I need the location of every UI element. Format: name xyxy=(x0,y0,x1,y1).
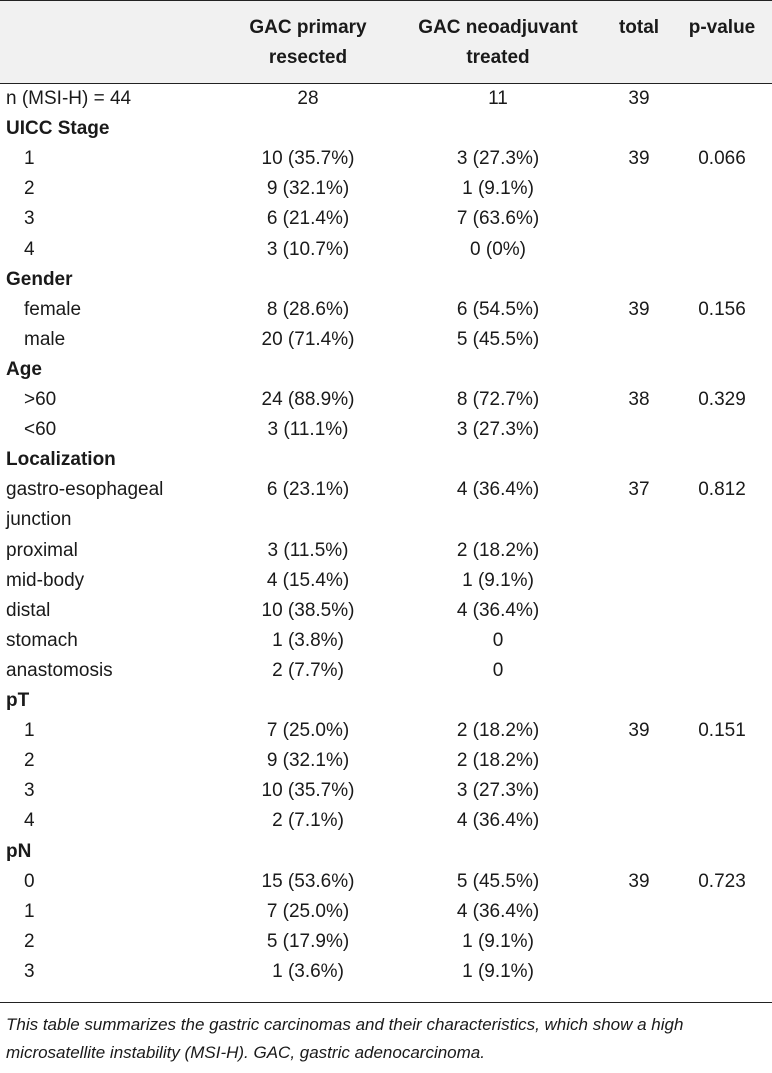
cell-gac-neoadjuvant: 1 (9.1%) xyxy=(462,569,534,591)
cell-gac-neoadjuvant: 6 (54.5%) xyxy=(456,298,540,320)
cell-gac-primary: 10 (35.7%) xyxy=(261,780,355,802)
cell-p-value: 0.156 xyxy=(698,298,746,320)
cell-gac-neoadjuvant: 4 (36.4%) xyxy=(456,599,540,621)
cell-gac-neoadjuvant: 4 (36.4%) xyxy=(456,810,540,832)
bottom-rule xyxy=(0,1002,772,1003)
row-label: n (MSI-H) = 44 xyxy=(6,88,132,109)
cell-p-value: 0.151 xyxy=(698,720,746,742)
cell-gac-primary: 1 (3.8%) xyxy=(272,629,344,651)
cell-gac-primary: 2 (7.1%) xyxy=(272,810,344,832)
cell-gac-neoadjuvant: 1 (9.1%) xyxy=(462,960,534,982)
row-label: 3 xyxy=(24,780,35,802)
row-label: 4 xyxy=(24,238,35,260)
cell-gac-neoadjuvant: 0 xyxy=(492,629,504,651)
row-label: distal xyxy=(6,599,51,621)
row-label: 2 xyxy=(24,178,35,200)
section-label: pN xyxy=(6,840,32,862)
cell-gac-primary: 2 (7.7%) xyxy=(272,659,344,681)
cell-gac-primary: 6 (23.1%) xyxy=(266,479,350,501)
header-line: treated xyxy=(466,47,530,68)
table-caption: This table summarizes the gastric carcinomas and their characteristics, which show a high microsatellite instability (MSI-H). GAC, gastric adenocarcinoma. xyxy=(6,1015,684,1062)
cell-gac-primary: 24 (88.9%) xyxy=(261,389,355,410)
header-gac-neoadjuvant-treated xyxy=(400,13,596,73)
cell-gac-neoadjuvant: 3 (27.3%) xyxy=(456,419,540,441)
cell-gac-neoadjuvant: 7 (63.6%) xyxy=(456,208,540,230)
cell-gac-primary: 4 (15.4%) xyxy=(266,569,350,591)
cell-gac-neoadjuvant: 3 (27.3%) xyxy=(456,780,540,802)
cell-gac-neoadjuvant: 2 (18.2%) xyxy=(456,539,540,561)
cell-gac-primary: 10 (38.5%) xyxy=(261,599,355,621)
cell-gac-neoadjuvant: 1 (9.1%) xyxy=(462,178,534,200)
header-line: resected xyxy=(268,47,348,68)
cell-gac-neoadjuvant: 4 (36.4%) xyxy=(456,900,540,922)
row-label: male xyxy=(24,328,66,350)
cell-total: 39 xyxy=(628,870,650,892)
cell-gac-neoadjuvant: 2 (18.2%) xyxy=(456,750,540,772)
cell-gac-primary: 8 (28.6%) xyxy=(266,298,350,320)
section-label: pT xyxy=(6,690,30,711)
row-label: 0 xyxy=(24,870,35,892)
row-label: 4 xyxy=(24,810,35,832)
cell-gac-neoadjuvant: 3 (27.3%) xyxy=(456,148,540,170)
cell-gac-primary: 1 (3.6%) xyxy=(272,960,344,982)
section-label: Gender xyxy=(6,268,73,290)
top-rule xyxy=(0,0,772,1)
section-label: UICC Stage xyxy=(6,118,110,140)
cell-gac-primary: 3 (11.1%) xyxy=(267,419,349,441)
cell-gac-primary: 9 (32.1%) xyxy=(266,178,350,200)
cell-gac-neoadjuvant: 2 (18.2%) xyxy=(456,720,540,742)
row-label: <60 xyxy=(24,419,57,441)
cell-total: 37 xyxy=(628,479,650,501)
cell-gac-neoadjuvant: 5 (45.5%) xyxy=(456,328,540,350)
cell-total: 38 xyxy=(628,389,650,410)
cell-gac-primary: 9 (32.1%) xyxy=(266,750,350,772)
cell-gac-primary: 20 (71.4%) xyxy=(261,328,355,350)
cell-gac-neoadjuvant: 5 (45.5%) xyxy=(456,870,540,892)
cell-gac-primary: 6 (21.4%) xyxy=(266,208,350,230)
cell-gac-primary: 10 (35.7%) xyxy=(261,148,355,170)
row-label: female xyxy=(24,298,82,320)
cell-gac-neoadjuvant: 0 (0%) xyxy=(470,238,526,260)
row-label: mid-body xyxy=(6,569,85,591)
header-line: GAC neoadjuvant xyxy=(418,17,578,38)
cell-gac-neoadjuvant: 1 (9.1%) xyxy=(462,930,534,952)
cell-gac-neoadjuvant: 4 (36.4%) xyxy=(456,479,540,501)
cell-gac-primary: 3 (11.5%) xyxy=(267,539,349,561)
header-total: total xyxy=(618,17,660,38)
section-label: Localization xyxy=(6,449,116,471)
cell-total: 39 xyxy=(628,148,650,170)
row-label: stomach xyxy=(6,629,78,651)
cell-gac-primary: 3 (10.7%) xyxy=(266,238,350,260)
cell-p-value: 0.329 xyxy=(698,389,746,410)
cell-total: 39 xyxy=(628,298,650,320)
header-gac-primary-resected xyxy=(220,13,396,73)
row-label: 3 xyxy=(24,960,35,982)
cell-gac-primary: 7 (25.0%) xyxy=(266,900,350,922)
row-label: 2 xyxy=(24,930,35,952)
cell-gac-primary: 5 (17.9%) xyxy=(266,930,350,952)
cell-gac-neoadjuvant: 0 xyxy=(492,659,504,681)
cell-gac-primary: 7 (25.0%) xyxy=(266,720,350,742)
cell-total: 39 xyxy=(628,88,650,109)
header-line: GAC primary xyxy=(249,17,367,38)
cell-gac-neoadjuvant: 11 xyxy=(488,88,508,109)
row-label: 1 xyxy=(24,148,35,170)
row-label: gastro-esophageal junction xyxy=(6,479,164,531)
row-label: 1 xyxy=(24,900,35,922)
row-label: anastomosis xyxy=(6,659,113,681)
cell-gac-primary: 15 (53.6%) xyxy=(261,870,355,892)
row-label: 2 xyxy=(24,750,35,772)
cell-p-value: 0.066 xyxy=(698,148,746,170)
cell-total: 39 xyxy=(628,720,650,742)
cell-p-value: 0.723 xyxy=(698,870,746,892)
header-p-value: p-value xyxy=(688,17,756,38)
row-label: proximal xyxy=(6,539,78,561)
cell-gac-primary: 28 xyxy=(297,88,319,109)
row-label: 1 xyxy=(24,720,35,742)
section-label: Age xyxy=(6,358,42,380)
cell-gac-neoadjuvant: 8 (72.7%) xyxy=(456,389,540,410)
row-label: 3 xyxy=(24,208,35,230)
row-label: >60 xyxy=(24,389,57,410)
cell-p-value: 0.812 xyxy=(698,479,746,501)
